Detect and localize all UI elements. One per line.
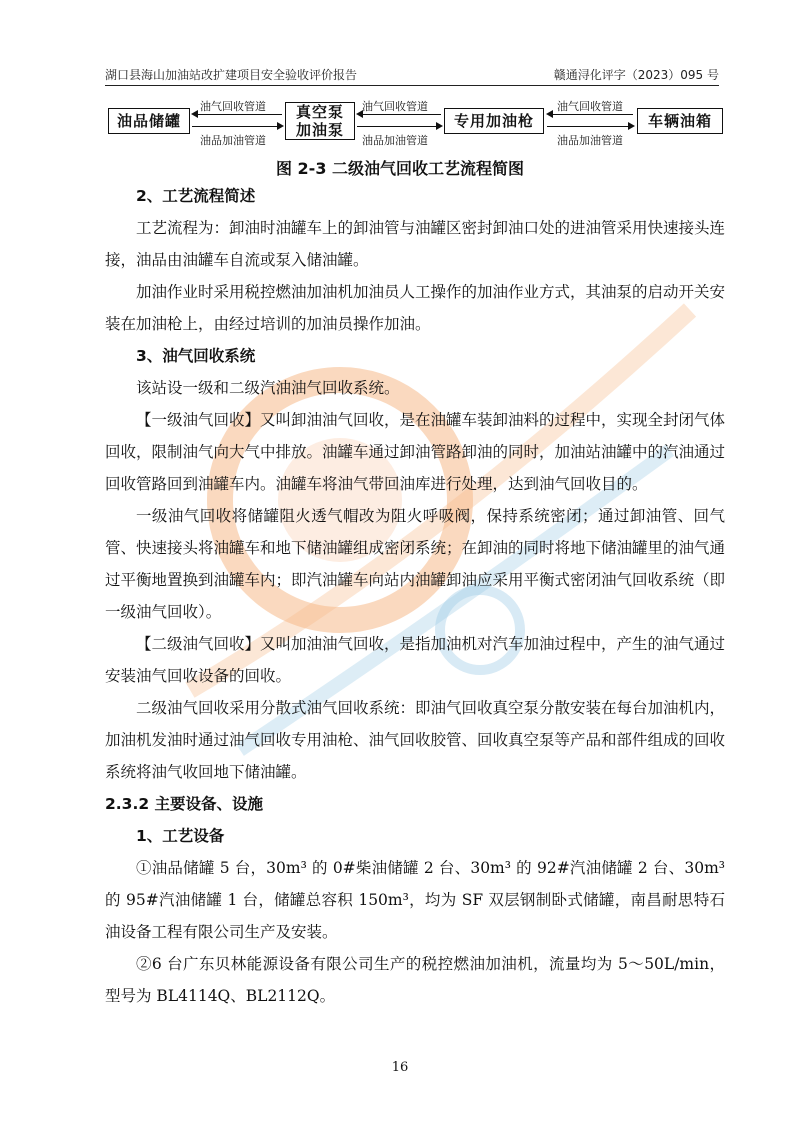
- page-header: [105, 62, 719, 84]
- box-storage-tank: 油品储罐: [108, 108, 190, 134]
- vapor-line-2: [361, 114, 441, 115]
- box-fuel-pump: 加油泵: [295, 121, 344, 139]
- arrow-left-icon: [191, 110, 198, 118]
- fuel-label-2: 油品加油管道: [362, 134, 428, 147]
- paragraph: 二级油气回收采用分散式油气回收系统：即油气回收真空泵分散安装在每台加油机内，加油机发油时通过油气回收专用油枪、油气回收胶管、回收真空泵等产品和部件组成的回收系统将油气收回地下储油罐。: [105, 699, 726, 781]
- paragraph: 工艺流程为：卸油时油罐车上的卸油管与油罐区密封卸油口处的进油管采用快速接头连接，油品由油罐车自流或泵入储油罐。: [105, 219, 726, 269]
- vapor-line-3: [551, 114, 633, 115]
- vapor-label-2: 油气回收管道: [362, 100, 428, 113]
- fuel-line-3: [547, 126, 629, 127]
- box-vehicle-tank: 车辆油箱: [637, 108, 723, 134]
- arrow-right-icon: [628, 122, 635, 130]
- fuel-label-1: 油品加油管道: [200, 134, 266, 147]
- paragraph: 加油作业时采用税控燃油加油机加油员人工操作的加油作业方式，其油泵的启动开关安装在加油枪上，由经过培训的加油员操作加油。: [105, 283, 726, 333]
- body-content: [105, 180, 725, 1012]
- paragraph: 【一级油气回收】又叫卸油油气回收，是在油罐车装卸油料的过程中，实现全封闭气体回收，限制油气向大气中排放。油罐车通过卸油管路卸油的同时，加油站油罐中的汽油通过回收管路回到油罐车内。油罐车将油气带回油库进行处理，达到油气回收目的。: [105, 411, 726, 493]
- report-title: 湖口县海山加油站改扩建项目安全验收评价报告: [105, 68, 358, 82]
- box-nozzle: 专用加油枪: [444, 108, 544, 134]
- report-number: 赣通浔化评字（2023）095 号: [553, 68, 719, 82]
- page-number: 16: [391, 1060, 409, 1075]
- section-2-title: 2、工艺流程简述: [136, 187, 256, 205]
- paragraph: ②6 台广东贝林能源设备有限公司生产的税控燃油加油机，流量均为 5～50L/min，型号为 BL4114Q、BL2112Q。: [105, 955, 725, 1005]
- fuel-label-3: 油品加油管道: [557, 134, 623, 147]
- flow-diagram: [100, 96, 730, 152]
- section-3-title: 3、油气回收系统: [136, 347, 256, 365]
- arrow-right-icon: [436, 122, 443, 130]
- box-vacuum-pump: 真空泵: [295, 103, 344, 121]
- fuel-line-2: [357, 126, 437, 127]
- paragraph: 该站设一级和二级汽油油气回收系统。: [136, 379, 400, 397]
- vapor-label-1: 油气回收管道: [200, 100, 266, 113]
- paragraph: 【二级油气回收】又叫加油油气回收，是指加油机对汽车加油过程中，产生的油气通过安装油气回收设备的回收。: [105, 635, 726, 685]
- paragraph: ①油品储罐 5 台，30m³ 的 0#柴油储罐 2 台、30m³ 的 92#汽油储罐 2 台、30m³ 的 95#汽油储罐 1 台，储罐总容积 150m³，均为 SF 双层钢制卧式储罐，南昌耐思特石油设备工程有限公司生产及安装。: [105, 859, 725, 941]
- figure-caption: 图 2-3 二级油气回收工艺流程简图: [275, 159, 525, 178]
- fuel-line-1: [192, 126, 278, 127]
- arrow-left-icon: [356, 110, 363, 118]
- arrow-left-icon: [546, 110, 553, 118]
- box-pump: [285, 102, 355, 140]
- header-rule: [105, 85, 719, 86]
- arrow-right-icon: [277, 122, 284, 130]
- vapor-label-3: 油气回收管道: [557, 100, 623, 113]
- vapor-line-1: [196, 114, 282, 115]
- section-1-title: 1、工艺设备: [136, 827, 225, 845]
- section-232-title: 2.3.2 主要设备、设施: [105, 795, 264, 813]
- paragraph: 一级油气回收将储罐阻火透气帽改为阻火呼吸阀，保持系统密闭；通过卸油管、回气管、快速接头将油罐车和地下储油罐组成密闭系统；在卸油的同时将地下储油罐里的油气通过平衡地置换到油罐车内；即汽油罐车向站内油罐卸油应采用平衡式密闭油气回收系统（即一级油气回收）。: [105, 507, 726, 621]
